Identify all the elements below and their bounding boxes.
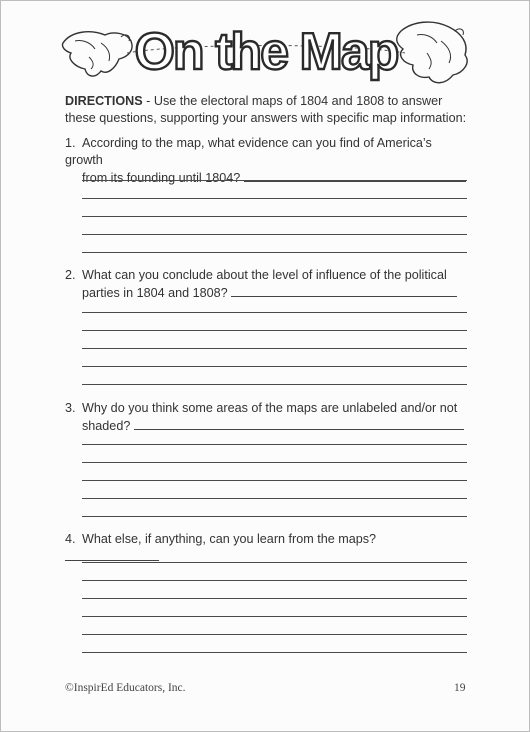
answer-blank[interactable] bbox=[134, 417, 464, 430]
question-3-text-cont: shaded? bbox=[82, 419, 131, 433]
question-1-text-cont: from its founding until 1804? bbox=[82, 171, 241, 185]
answer-line[interactable] bbox=[82, 330, 467, 331]
question-4-text: What else, if anything, can you learn from the maps? bbox=[82, 532, 377, 546]
title-banner bbox=[61, 13, 471, 91]
question-2-number: 2. bbox=[65, 268, 76, 282]
question-4-number: 4. bbox=[65, 532, 76, 546]
question-1-text: According to the map, what evidence can you find of America’s growth bbox=[65, 136, 432, 167]
question-2 bbox=[65, 267, 469, 302]
answer-line[interactable] bbox=[82, 598, 467, 599]
answer-line[interactable] bbox=[82, 516, 467, 517]
page-number: 19 bbox=[454, 682, 466, 694]
answer-line[interactable] bbox=[82, 498, 467, 499]
answer-line[interactable] bbox=[82, 462, 467, 463]
answer-line[interactable] bbox=[82, 652, 467, 653]
answer-line[interactable] bbox=[82, 312, 467, 313]
question-2-text-cont: parties in 1804 and 1808? bbox=[82, 286, 228, 300]
answer-line[interactable] bbox=[82, 562, 467, 563]
question-4 bbox=[65, 531, 469, 566]
answer-line[interactable] bbox=[82, 234, 467, 235]
directions bbox=[65, 93, 469, 127]
answer-line[interactable] bbox=[82, 444, 467, 445]
copyright: ©InspirEd Educators, Inc. bbox=[65, 682, 186, 694]
question-1-number: 1. bbox=[65, 136, 76, 150]
answer-line[interactable] bbox=[82, 580, 467, 581]
question-2-text: What can you conclude about the level of influence of the political bbox=[82, 268, 447, 282]
question-3 bbox=[65, 400, 469, 435]
answer-line[interactable] bbox=[82, 252, 467, 253]
answer-line[interactable] bbox=[82, 348, 467, 349]
page-title: On the Map bbox=[134, 23, 398, 81]
answer-line[interactable] bbox=[82, 216, 467, 217]
directions-text: - Use the electoral maps of 1804 and 1808 to answer these questions, supporting your answers with specific map information: bbox=[65, 94, 467, 125]
question-3-text: Why do you think some areas of the maps are unlabeled and/or not bbox=[82, 401, 458, 415]
answer-blank[interactable] bbox=[65, 548, 159, 561]
answer-blank[interactable] bbox=[231, 284, 457, 297]
answer-line[interactable] bbox=[82, 198, 467, 199]
directions-label: DIRECTIONS bbox=[65, 94, 143, 108]
answer-line[interactable] bbox=[82, 366, 467, 367]
answer-line[interactable] bbox=[82, 384, 467, 385]
answer-line[interactable] bbox=[82, 634, 467, 635]
answer-line[interactable] bbox=[82, 616, 467, 617]
answer-line[interactable] bbox=[82, 480, 467, 481]
question-3-number: 3. bbox=[65, 401, 76, 415]
answer-line[interactable] bbox=[82, 180, 467, 181]
